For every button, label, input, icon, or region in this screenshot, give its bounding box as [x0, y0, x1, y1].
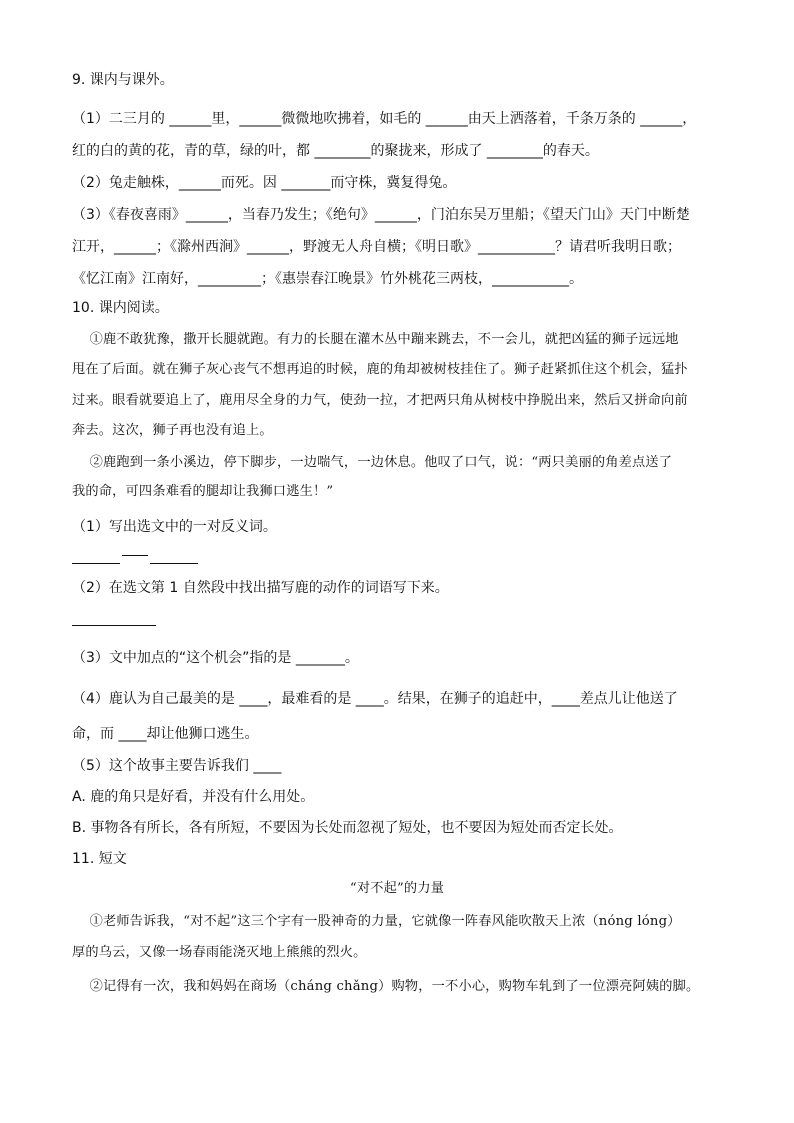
option-b: B. 事物各有所长，各有所短，不要因为长处而忽视了短处，也不要因为短处而否定长处。 — [72, 820, 623, 836]
q10-heading: 10. 课内阅读。 — [72, 300, 169, 316]
option-a: A. 鹿的角只是好看，并没有什么用处。 — [72, 789, 315, 805]
answer-blank — [72, 563, 120, 564]
q10-part1: （1）写出选文中的一对反义词。 — [72, 519, 277, 535]
story-para2-line1: ②记得有一次，我和妈妈在商场（cháng chǎng）购物，一不小心，购物车轧到了一位漂亮阿姨的脚。 — [72, 979, 700, 994]
q10-part3: （3）文中加点的“这个机会”指的是 _______。 — [72, 650, 359, 666]
q9-part3-line3: 《忆江南》江南好，_________；《惠崇春江晚景》竹外桃花三两枝，___________。 — [72, 271, 583, 287]
q9-part1-line1: （1）二三月的 ______里，______微微地吹拂着，如毛的 ______由天上洒落着，千条万条的 ______， — [72, 111, 697, 127]
passage-para2-line1: ②鹿跑到一条小溪边，停下脚步，一边喘气，一边休息。他叹了口气，说：“两只美丽的角差点送了 — [72, 455, 673, 470]
antonym-dash — [122, 555, 148, 556]
answer-blank — [150, 563, 198, 564]
story-para1-line1: ①老师告诉我，“对不起”这三个字有一股神奇的力量，它就像一阵春风能吹散天上浓（nóng lóng） — [72, 914, 681, 929]
passage-para1-line4: 奔去。这次，狮子再也没有追上。 — [72, 423, 273, 438]
q9-part2: （2）兔走触株，______而死。因 _______而守株，冀复得兔。 — [72, 175, 457, 191]
q9-part3-line2: 江开，______；《滁州西涧》______，野渡无人舟自横；《明日歌》___________？请君听我明日歌； — [72, 239, 681, 255]
q10-part4-line1: （4）鹿认为自己最美的是 ____，最难看的是 ____。结果，在狮子的追赶中，____差点儿让他送了 — [72, 691, 678, 707]
q10-part4-line2: 命，而 ____却让他狮口逃生。 — [72, 726, 259, 742]
q9-heading: 9. 课内与课外。 — [72, 72, 174, 88]
story-para1-line2: 厚的乌云，又像一场春雨能浇灭地上熊熊的烈火。 — [72, 945, 367, 960]
passage-para1-line3: 过来。眼看就要追上了，鹿用尽全身的力气，使劲一拉，才把两只角从树枝中挣脱出来，然后又拼命向前 — [72, 393, 688, 408]
q10-part2: （2）在选文第 1 自然段中找出描写鹿的动作的词语写下来。 — [72, 580, 449, 596]
q11-heading: 11. 短文 — [72, 851, 127, 867]
q10-part5: （5）这个故事主要告诉我们 ____ — [72, 758, 282, 774]
q9-part3-line1: （3）《春夜喜雨》______，当春乃发生；《绝句》______，门泊东吴万里船；《望天门山》天门中断楚 — [72, 207, 690, 223]
passage-para1-line2: 甩在了后面。就在狮子灰心丧气不想再追的时候，鹿的角却被树枝挂住了。狮子赶紧抓住这个机会，猛扑 — [72, 362, 688, 377]
q9-part1-line2: 红的白的黄的花，青的草，绿的叶，都 ________的聚拢来，形成了 ________的春天。 — [72, 143, 599, 159]
passage-para1-line1: ①鹿不敢犹豫，撒开长腿就跑。有力的长腿在灌木丛中蹦来跳去，不一会儿，就把凶猛的狮子远远地 — [72, 332, 679, 347]
passage-title: “对不起”的力量 — [349, 881, 445, 896]
passage-para2-line2: 我的命，可四条难看的腿却让我狮口逃生！” — [72, 484, 334, 499]
answer-blank — [72, 625, 156, 626]
